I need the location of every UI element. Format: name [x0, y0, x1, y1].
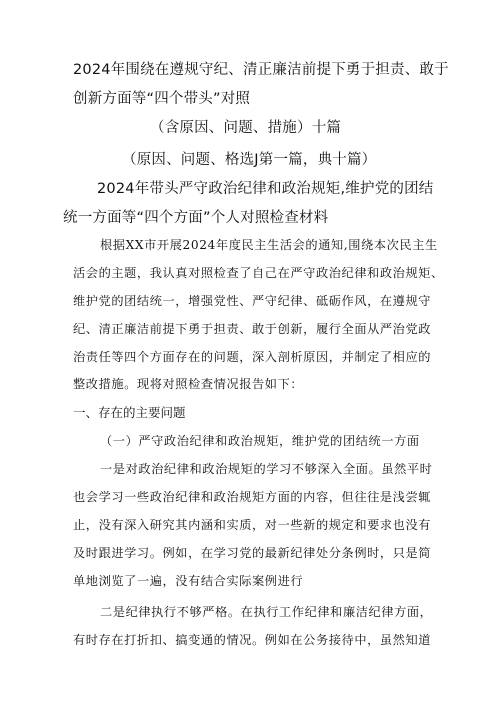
point1-line-3: 止，没有深入研究其内涵和实质，对一些新的规定和要求也没有	[73, 518, 432, 532]
document-subtitle: （原因、问题、格选J第一篇，典十篇）	[122, 152, 377, 168]
intro-line-4: 纪、清正廉洁前提下勇于担责、敢于创新，履行全面从严治党政	[73, 322, 432, 336]
intro-line-1: 根据XX市开展2024年度民主生活会的通知,围绕本次民主生	[100, 238, 438, 252]
subsection-heading: （一）严守政治纪律和政治规矩，维护党的团结统一方面	[100, 434, 420, 448]
point1-line-5: 单地浏览了一遍，没有结合实际案例进行	[73, 574, 304, 588]
document-title-line-2: 创新方面等“四个带头”对照	[73, 91, 251, 107]
intro-line-2: 活会的主题，我认真对照检查了自己在严守政治纪律和政治规矩、	[73, 266, 444, 280]
intro-line-5: 治责任等四个方面存在的问题，深入剖析原因，并制定了相应的	[73, 350, 432, 364]
section-heading: 一、存在的主要问题	[73, 405, 186, 420]
point1-line-1: 一是对政治纪律和政治规矩的学习不够深入全面。虽然平时	[100, 462, 433, 476]
intro-line-6: 整改措施。现将对照检查情况报告如下：	[73, 377, 304, 391]
point2-line-2: 有时存在打折扣、搞变通的情况。例如在公务接待中，虽然知道	[73, 633, 432, 647]
intro-line-3: 维护党的团结统一，增强党性、严守纪律、砥砺作风，在遵规守	[73, 294, 432, 308]
document-title-line-1: 2024年围绕在遵规守纪、清正廉洁前提下勇于担责、敢于	[73, 62, 449, 78]
document-title-line-3: （含原因、问题、措施）十篇	[150, 120, 342, 136]
article-title-line-2: 统一方面等“四个方面”个人对照检查材料	[63, 210, 329, 226]
point1-line-4: 及时跟进学习。例如，在学习党的最新纪律处分条例时，只是简	[73, 546, 432, 560]
article-title-line-1: 2024年带头严守政治纪律和政治规矩,维护党的团结	[97, 181, 434, 197]
point1-line-2: 也会学习一些政治纪律和政治规矩方面的内容，但往往是浅尝辄	[73, 490, 432, 504]
point2-line-1: 二是纪律执行不够严格。在执行工作纪律和廉洁纪律方面，	[100, 605, 433, 619]
